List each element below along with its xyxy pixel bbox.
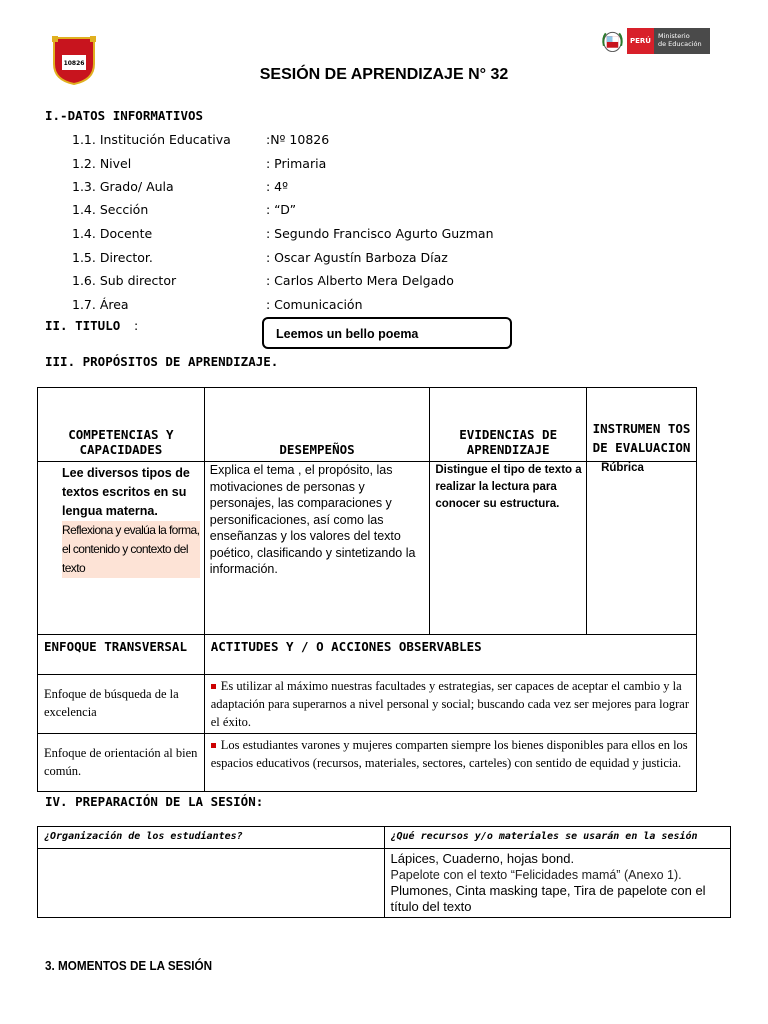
title-box: Leemos un bello poema: [262, 317, 512, 349]
instrumento-cell: Rúbrica: [587, 462, 697, 635]
section5-heading: 3. MOMENTOS DE LA SESIÓN: [45, 958, 213, 973]
capacidad-text: Reflexiona y evalúa la forma, el contenido y contexto del texto: [62, 521, 200, 578]
header-instrumentos: INSTRUMEN TOS DE EVALUACION: [587, 388, 697, 462]
info-value: : Comunicación: [266, 297, 363, 312]
info-label: 1.7. Área: [72, 297, 129, 312]
info-label: 1.4. Sección: [72, 202, 149, 217]
section2-colon: :: [134, 318, 139, 333]
info-value: : 4º: [266, 179, 289, 194]
minedu-peru-label: PERÚ: [627, 28, 654, 54]
materials-cell: [384, 849, 731, 918]
competencia-text: Lee diversos tipos de textos escritos en su lengua materna.: [62, 466, 190, 518]
bullet-icon: [211, 743, 216, 748]
info-value: : Carlos Alberto Mera Delgado: [266, 273, 454, 288]
header-desempenos: DESEMPEÑOS: [204, 388, 430, 462]
minedu-name: [654, 28, 710, 54]
material-item: Plumones, Cinta masking tape, Tira de papelote con el título del texto: [390, 883, 706, 914]
section2-heading: II. TITULO: [45, 318, 121, 333]
enfoque-text-cell: [204, 734, 696, 792]
material-item: Papelote con el texto “Felicidades mamá” (Anexo 1).: [390, 868, 682, 882]
header-evidencias: EVIDENCIAS DE APRENDIZAJE: [430, 388, 587, 462]
enfoque-text-cell: [204, 675, 696, 734]
minedu-name-line2: de Educación: [657, 40, 702, 48]
enfoque-name: Enfoque de búsqueda de la excelencia: [38, 675, 205, 734]
info-label: 1.5. Director.: [72, 250, 153, 265]
actitudes-header: ACTITUDES Y / O ACCIONES OBSERVABLES: [204, 635, 696, 675]
section3-heading: III. PROPÓSITOS DE APRENDIZAJE.: [45, 354, 279, 369]
peru-crest-icon: [600, 28, 625, 54]
info-value: : “D”: [266, 202, 297, 217]
propositos-table: [37, 387, 697, 792]
minedu-name-line1: Ministerio: [657, 32, 690, 40]
minedu-logo: [600, 26, 710, 56]
recursos-header: ¿Qué recursos y/o materiales se usarán en la sesión: [384, 827, 731, 849]
info-label: 1.4. Docente: [72, 226, 153, 241]
enfoque-name: Enfoque de orientación al bien común.: [38, 734, 205, 792]
competencia-cell: [38, 462, 205, 635]
section4-heading: IV. PREPARACIÓN DE LA SESIÓN:: [45, 794, 264, 809]
info-value: : Segundo Francisco Agurto Guzman: [266, 226, 494, 241]
info-label: 1.6. Sub director: [72, 273, 177, 288]
school-logo-number: 10826: [63, 60, 85, 67]
section1-heading: I.-DATOS INFORMATIVOS: [45, 108, 204, 123]
info-value: : Primaria: [266, 156, 327, 171]
evidencia-cell: Distingue el tipo de texto a realizar la lectura para conocer su estructura.: [430, 462, 587, 635]
desempeno-cell: Explica el tema , el propósito, las motivaciones de personas y personajes, las comparaciones y personificaciones, así como las enseñanzas y los valores del texto poético, clasificando y sintetizando la información.: [204, 462, 430, 635]
preparacion-table: [37, 826, 731, 918]
header-competencias: COMPETENCIAS Y CAPACIDADES: [38, 388, 205, 462]
info-label: 1.3. Grado/ Aula: [72, 179, 174, 194]
info-label: 1.1. Institución Educativa: [72, 132, 231, 147]
page-title: SESIÓN DE APRENDIZAJE N° 32: [259, 66, 509, 83]
info-label: 1.2. Nivel: [72, 156, 132, 171]
info-value: :Nº 10826: [266, 132, 330, 147]
bullet-icon: [211, 684, 216, 689]
material-item: Lápices, Cuaderno, hojas bond.: [390, 851, 575, 866]
organizacion-header: ¿Organización de los estudiantes?: [38, 827, 385, 849]
info-value: : Oscar Agustín Barboza Díaz: [266, 250, 448, 265]
enfoque-text: Es utilizar al máximo nuestras facultades y estrategias, ser capaces de aceptar el cambio y la adaptación para superarnos a nivel personal y social; buscando cada vez ser mejores para lograr el éxito.: [210, 679, 690, 729]
enfoque-text: Los estudiantes varones y mujeres comparten siempre los bienes disponibles para ellos en los espacios educativos (recursos, materiales, sectores, carteles) con sentido de equidad y justicia.: [210, 738, 688, 770]
organizacion-cell: [38, 849, 385, 918]
enfoque-header: ENFOQUE TRANSVERSAL: [38, 635, 205, 675]
